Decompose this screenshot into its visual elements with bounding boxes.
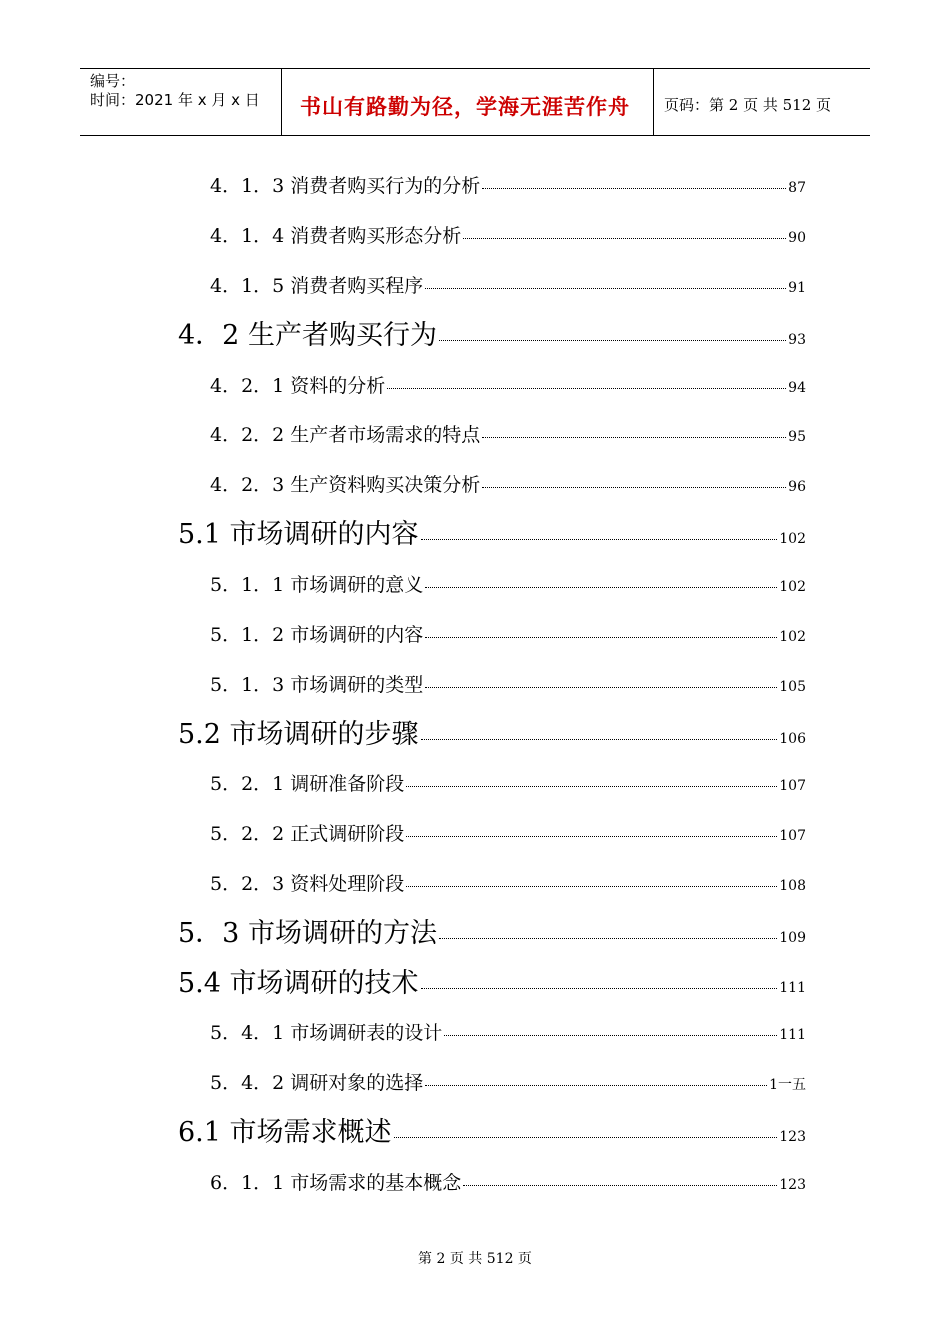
toc-leader <box>406 836 777 837</box>
toc-entry-page: 95 <box>788 429 806 445</box>
toc-entry-title: 4．2．3 生产资料购买决策分析 <box>210 474 481 496</box>
toc-leader <box>421 739 778 740</box>
toc-entry-page: 87 <box>788 180 806 196</box>
toc-entry[interactable] <box>210 1168 806 1195</box>
toc-leader <box>394 1137 778 1138</box>
toc-section-page: 123 <box>779 1129 806 1145</box>
toc-entry-title: 5．2．3 资料处理阶段 <box>210 873 405 895</box>
toc-entry-page: 123 <box>779 1177 806 1193</box>
toc-leader <box>444 1035 777 1036</box>
toc-entry-page: 111 <box>779 1027 806 1043</box>
toc-leader <box>406 886 777 887</box>
toc-entry-title: 5．1．1 市场调研的意义 <box>210 574 424 596</box>
toc-leader <box>421 539 778 540</box>
toc-entry-page: 105 <box>779 679 806 695</box>
toc-leader <box>425 1085 767 1086</box>
toc-section-page: 111 <box>779 980 806 996</box>
toc-section-title: 5．3 市场调研的方法 <box>178 918 437 949</box>
toc-entry-page: 107 <box>779 828 806 844</box>
toc-leader <box>463 238 786 239</box>
toc-entry-page: 102 <box>779 629 806 645</box>
toc-leader <box>482 437 786 438</box>
toc-section[interactable] <box>178 1110 806 1149</box>
toc-entry[interactable] <box>210 171 806 198</box>
toc-section-title: 4．2 生产者购买行为 <box>178 320 437 351</box>
serial-label: 编号： <box>90 72 136 90</box>
toc-entry-title: 4．1．4 消费者购买形态分析 <box>210 225 462 247</box>
toc-section-title: 5.2 市场调研的步骤 <box>178 719 419 750</box>
toc-entry-title: 4．2．1 资料的分析 <box>210 375 386 397</box>
toc-section[interactable] <box>178 712 806 751</box>
toc-entry[interactable] <box>210 1068 806 1095</box>
toc-section[interactable] <box>178 911 806 950</box>
motto: 书山有路勤为径，学海无涯苦作舟 <box>300 95 630 119</box>
toc-entry[interactable] <box>210 570 806 597</box>
toc-leader <box>421 988 778 989</box>
toc-entry[interactable] <box>210 620 806 647</box>
toc-leader <box>425 288 786 289</box>
toc-entry-title: 5．2．2 正式调研阶段 <box>210 823 405 845</box>
toc-leader <box>439 938 777 939</box>
toc-entry[interactable] <box>210 769 806 796</box>
toc-entry[interactable] <box>210 670 806 697</box>
toc-section[interactable] <box>178 313 806 352</box>
toc-entry-title: 4．2．2 生产者市场需求的特点 <box>210 424 481 446</box>
page-info: 页码：第 2 页 共 512 页 <box>664 96 832 114</box>
toc-entry-title: 5．4．2 调研对象的选择 <box>210 1072 424 1094</box>
toc-entry[interactable] <box>210 819 806 846</box>
toc-entry-title: 4．1．3 消费者购买行为的分析 <box>210 175 481 197</box>
toc-leader <box>482 188 786 189</box>
page-footer: 第 2 页 共 512 页 <box>418 1251 532 1267</box>
toc-section-title: 5.4 市场调研的技术 <box>178 968 419 999</box>
date-line: 时间：2021 年 x 月 x 日 <box>90 91 260 109</box>
toc-leader <box>387 388 786 389</box>
toc-entry-page: 90 <box>788 230 806 246</box>
toc-entry-page: 94 <box>788 380 806 396</box>
toc-entry[interactable] <box>210 1018 806 1045</box>
toc-entry[interactable] <box>210 371 806 398</box>
toc-section[interactable] <box>178 512 806 551</box>
toc-leader <box>463 1185 777 1186</box>
toc-entry[interactable] <box>210 221 806 248</box>
toc-entry-page: 102 <box>779 579 806 595</box>
toc-entry[interactable] <box>210 869 806 896</box>
toc-leader <box>425 637 777 638</box>
toc-entry-title: 6．1．1 市场需求的基本概念 <box>210 1172 462 1194</box>
toc-section-title: 5.1 市场调研的内容 <box>178 519 419 550</box>
toc-entry[interactable] <box>210 420 806 447</box>
toc-section-page: 102 <box>779 531 806 547</box>
toc-leader <box>425 687 777 688</box>
toc-entry-title: 5．2．1 调研准备阶段 <box>210 773 405 795</box>
toc-section-page: 106 <box>779 731 806 747</box>
toc-entry-page: 96 <box>788 479 806 495</box>
toc-leader <box>482 487 786 488</box>
toc-section-page: 93 <box>788 332 806 348</box>
toc-entry[interactable] <box>210 470 806 497</box>
toc-entry-title: 5．1．3 市场调研的类型 <box>210 674 424 696</box>
toc-leader <box>406 786 777 787</box>
toc-entry-page: 107 <box>779 778 806 794</box>
toc-entry-page: 91 <box>788 280 806 296</box>
toc-entry-page: 108 <box>779 878 806 894</box>
toc-section-page: 109 <box>779 930 806 946</box>
toc-section-title: 6.1 市场需求概述 <box>178 1117 392 1148</box>
toc-entry-title: 4．1．5 消费者购买程序 <box>210 275 424 297</box>
toc-entry[interactable] <box>210 271 806 298</box>
toc-entry-title: 5．4．1 市场调研表的设计 <box>210 1022 443 1044</box>
toc-section[interactable] <box>178 961 806 1000</box>
toc-entry-title: 5．1．2 市场调研的内容 <box>210 624 424 646</box>
toc-leader <box>425 587 777 588</box>
toc-leader <box>439 340 786 341</box>
toc-entry-page: 1一五 <box>769 1077 806 1093</box>
